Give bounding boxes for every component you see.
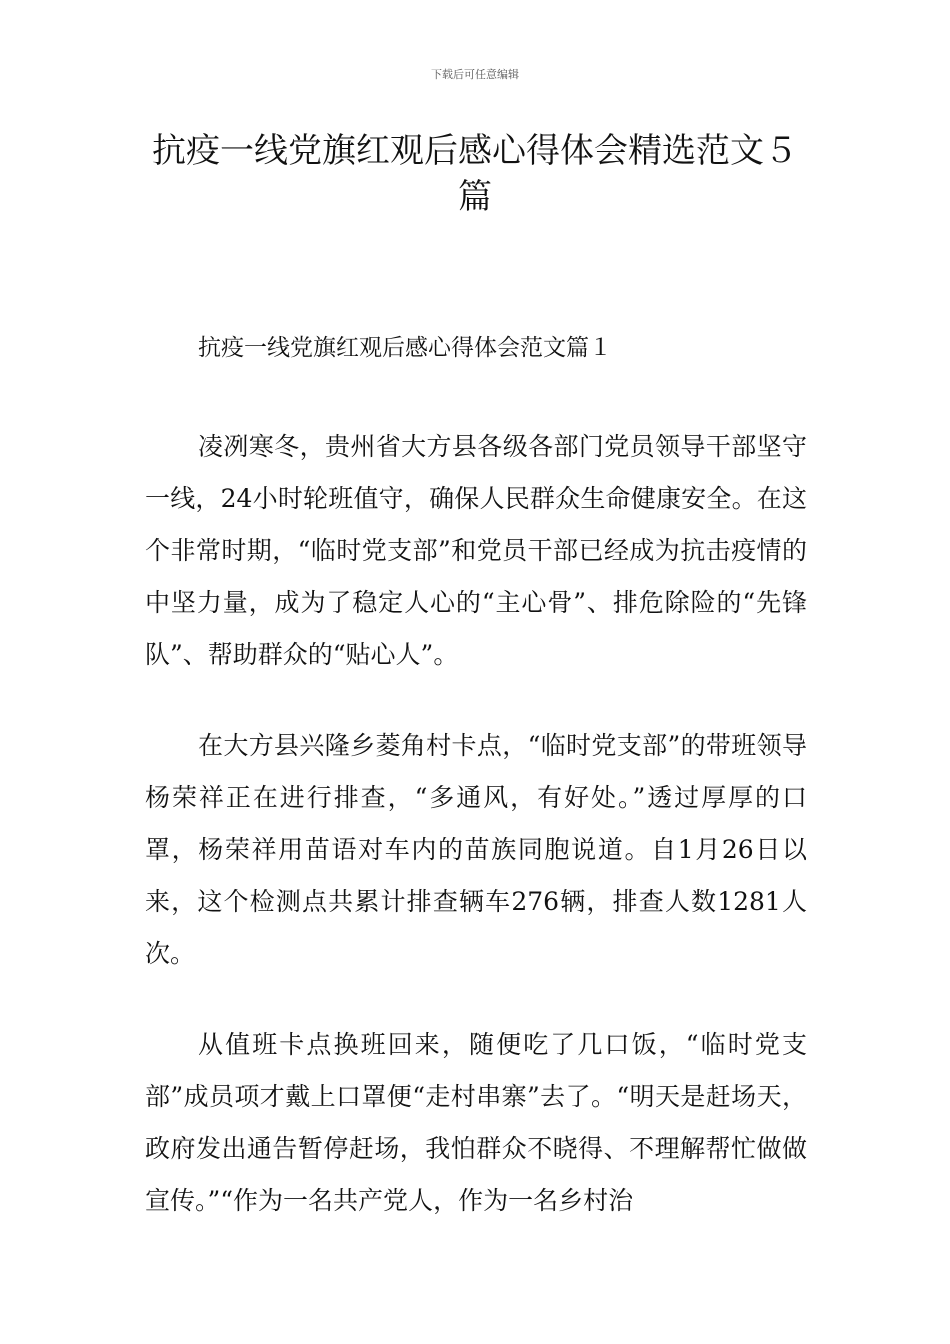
header-note: 下载后可任意编辑 <box>431 68 519 81</box>
document-title: 抗疫一线党旗红观后感心得体会精选范文５篇 <box>152 131 798 217</box>
body-paragraph-1: 凌冽寒冬，贵州省大方县各级各部门党员领导干部坚守一线，24小时轮班值守，确保人民群众生命健康安全。在这个非常时期，“临时党支部”和党员干部已经成为抗击疫情的中坚力量，成为了稳定人心的“主心骨”、排危除险的“先锋队”、帮助群众的“贴心人”。 <box>145 432 807 669</box>
body-paragraph-3: 从值班卡点换班回来，随便吃了几口饭，“临时党支部”成员项才戴上口罩便“走村串寨”去了。“明天是赶场天，政府发出通告暂停赶场，我怕群众不晓得、不理解帮忙做做宣传。”“作为一名共产党人，作为一名乡村治 <box>145 1030 807 1215</box>
section-heading: 抗疫一线党旗红观后感心得体会范文篇１ <box>198 335 612 361</box>
body-paragraph-2: 在大方县兴隆乡菱角村卡点，“临时党支部”的带班领导杨荣祥正在进行排查，“多通风，有好处。”透过厚厚的口罩，杨荣祥用苗语对车内的苗族同胞说道。自1月26日以来，这个检测点共累计排查辆车276辆，排查人数1281人次。 <box>145 731 807 968</box>
